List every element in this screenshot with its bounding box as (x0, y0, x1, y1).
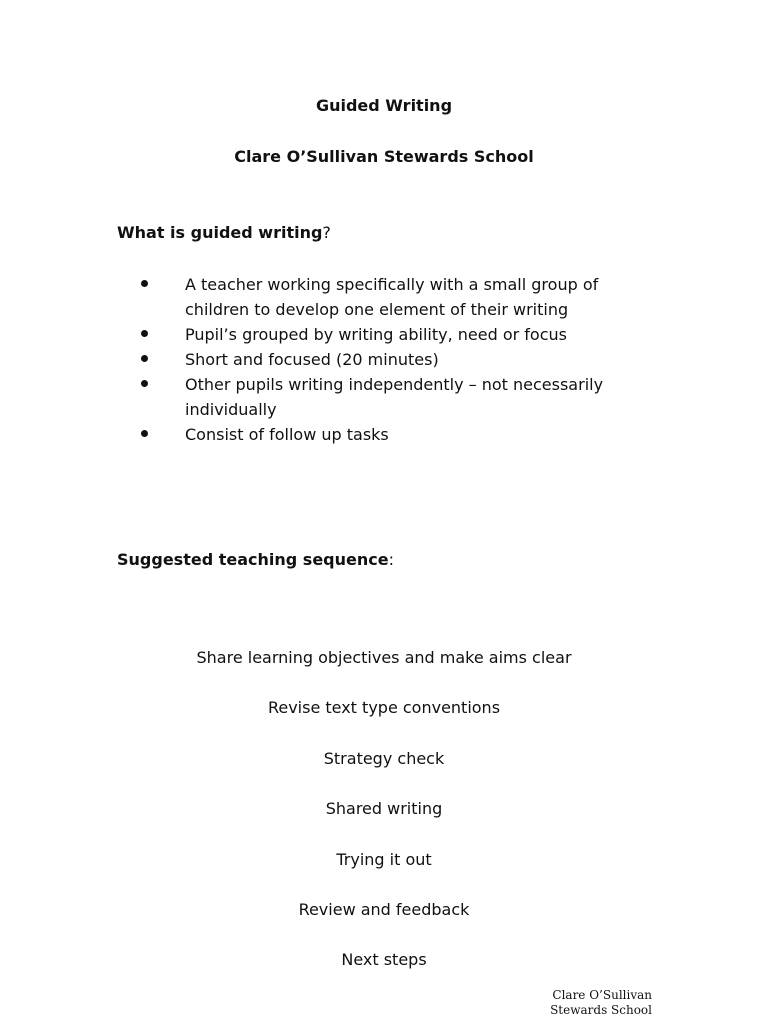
bullet-item (0, 322, 645, 347)
bullet-text: Other pupils writing independently – not necessarily individually (185, 375, 604, 419)
bullet-item (0, 272, 645, 322)
guided-writing-bullet-list (0, 272, 768, 447)
document-title: Guided Writing (315, 96, 453, 115)
bullet-dot-icon (141, 330, 148, 337)
bullet-dot-icon (141, 280, 148, 287)
section-heading-what-is-suffix: ? (322, 223, 331, 242)
teaching-sequence-list (0, 648, 768, 1001)
section-heading-what-is (117, 223, 331, 243)
section-heading-what-is-text: What is guided writing (117, 223, 323, 242)
section-heading-teaching-sequence-text: Suggested teaching sequence (117, 550, 389, 569)
bullet-text: A teacher working specifically with a small group of children to develop one element of their writing (185, 275, 599, 319)
sequence-step: Strategy check (323, 748, 445, 768)
bullet-item (0, 372, 645, 422)
sequence-step: Trying it out (336, 849, 432, 869)
sequence-step: Revise text type conventions (267, 698, 501, 718)
bullet-dot-icon (141, 430, 148, 437)
bullet-item (0, 347, 645, 372)
bullet-text: Pupil’s grouped by writing ability, need or focus (185, 325, 567, 344)
footer-author: Clare O’Sullivan (552, 988, 652, 1002)
bullet-dot-icon (141, 380, 148, 387)
section-heading-teaching-sequence (117, 550, 394, 570)
bullet-text: Consist of follow up tasks (185, 425, 389, 444)
footer-school: Stewards School (550, 1003, 652, 1017)
bullet-text: Short and focused (20 minutes) (185, 350, 439, 369)
bullet-item (0, 422, 645, 447)
page-footer (452, 988, 652, 1018)
sequence-step: Share learning objectives and make aims clear (196, 648, 572, 667)
sequence-step: Review and feedback (298, 899, 470, 919)
sequence-step: Next steps (341, 950, 427, 970)
section-heading-teaching-sequence-suffix: : (388, 550, 394, 569)
bullet-dot-icon (141, 355, 148, 362)
author-line: Clare O’Sullivan Stewards School (234, 147, 534, 166)
sequence-step: Shared writing (325, 799, 443, 819)
